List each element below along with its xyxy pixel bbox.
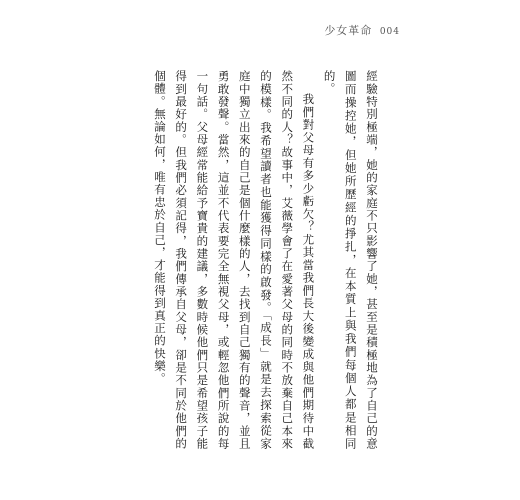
running-head	[324, 22, 400, 38]
paragraph-continuation: 經驗特別極端，她的家庭不只影響了她，甚至是積極地為了自己的意圖而操控她，但她所歷經的掙扎，在本質上與我們每個人都是相同的。	[322, 70, 379, 450]
book-title: 少女革命	[324, 24, 373, 37]
paragraph: 我們對父母有多少虧欠？尤其當我們長大後變成與他們期待中截然不同的人？故事中，艾薇學會了在愛著父母的同時不放棄自己本來的模樣。我希望讀者也能獲得同樣的啟發。「成長」就是去探索從家庭中獨立出來的自己是個什麼樣的人，去找到自己獨有的聲音，並且勇敢發聲。當然，這並不代表要完全無視父母，或輕忽他們所說的每一句話。父母經常能給予寶貴的建議，多數時候他們只是希望孩子能得到最好的。但我們必須記得，我們傳承自父母，卻是不同於他們的個體。無論如何，唯有忠於自己，才能得到真正的快樂。	[152, 70, 316, 450]
body-text	[149, 70, 382, 450]
page-number: 004	[379, 27, 400, 37]
